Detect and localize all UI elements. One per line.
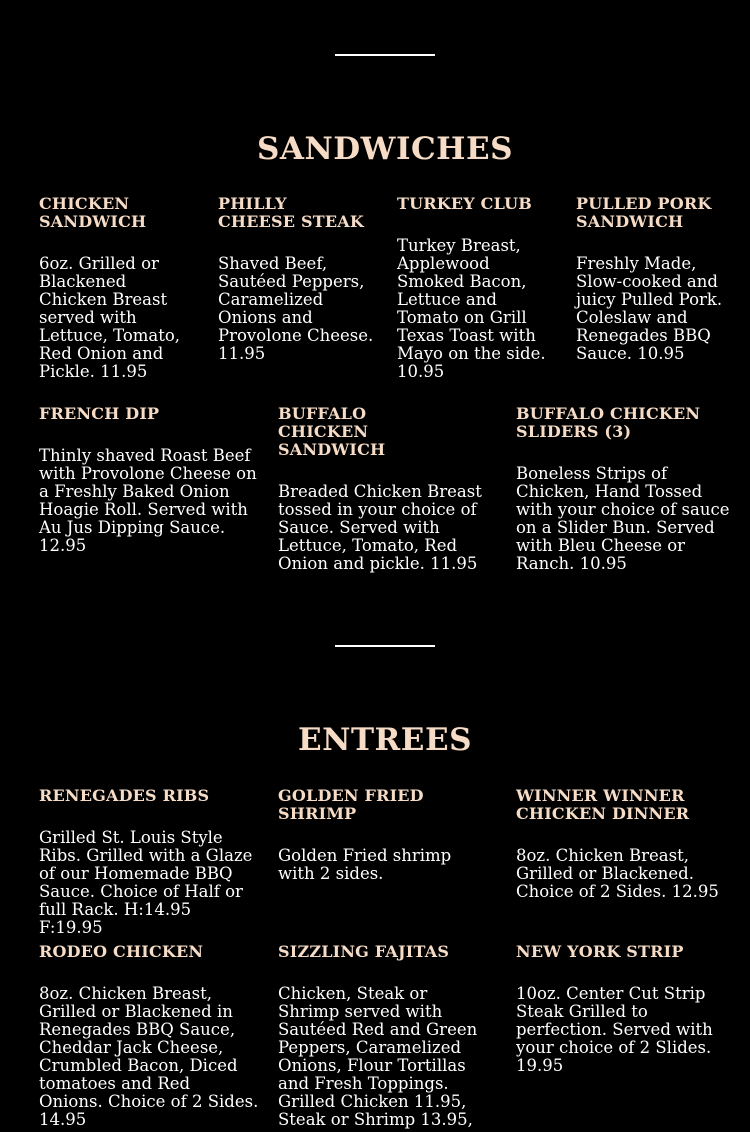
menu-item-name: PULLED PORK SANDWICH — [576, 194, 712, 231]
menu-item-description: Freshly Made, Slow-cooked and juicy Pulled Pork. Coleslaw and Renegades BBQ Sauce. 10.95 — [576, 254, 723, 363]
menu-item-description: 8oz. Chicken Breast, Grilled or Blackened in Renegades BBQ Sauce, Cheddar Jack Cheese, Crumbled Bacon, Diced tomatoes and Red Onions. Choice of 2 Sides. 14.95 — [39, 984, 259, 1129]
menu-item-description: Breaded Chicken Breast tossed in your choice of Sauce. Served with Lettuce, Tomato, Red Onion and pickle. 11.95 — [278, 482, 482, 573]
menu-item-description: Grilled St. Louis Style Ribs. Grilled with a Glaze of our Homemade BBQ Sauce. Choice of Half or full Rack. H:14.95 F:19.95 — [39, 828, 253, 937]
section-title-sandwiches: SANDWICHES — [257, 131, 513, 167]
menu-item-pulled-pork-sandwich — [576, 195, 736, 363]
menu-item-name: NEW YORK STRIP — [516, 942, 684, 961]
menu-item-sizzling-fajitas — [278, 943, 488, 1129]
menu-item-winner-chicken-dinner — [516, 787, 736, 901]
menu-item-description: 6oz. Grilled or Blackened Chicken Breast served with Lettuce, Tomato, Red Onion and Pickle. 11.95 — [39, 254, 181, 381]
menu-item-buffalo-chicken-sandwich — [278, 405, 496, 573]
menu-item-buffalo-chicken-sliders — [516, 405, 740, 573]
menu-item-description: Turkey Breast, Applewood Smoked Bacon, Lettuce and Tomato on Grill Texas Toast with Mayo on the side. 10.95 — [397, 236, 546, 381]
menu-item-rodeo-chicken — [39, 943, 259, 1129]
menu-item-name: WINNER WINNER CHICKEN DINNER — [516, 786, 690, 823]
menu-item-chicken-sandwich — [39, 195, 199, 381]
menu-item-description: Thinly shaved Roast Beef with Provolone Cheese on a Freshly Baked Onion Hoagie Roll. Served with Au Jus Dipping Sauce. 12.95 — [39, 446, 257, 555]
menu-item-golden-fried-shrimp — [278, 787, 500, 883]
menu-item-name: TURKEY CLUB — [397, 194, 533, 213]
menu-item-name: PHILLY CHEESE STEAK — [218, 194, 364, 231]
menu-item-philly-cheese-steak — [218, 195, 380, 363]
menu-item-name: RODEO CHICKEN — [39, 942, 204, 961]
menu-item-french-dip — [39, 405, 259, 555]
menu-item-name: CHICKEN SANDWICH — [39, 194, 147, 231]
menu-item-turkey-club — [397, 195, 557, 381]
section-divider — [335, 645, 435, 647]
section-divider — [335, 54, 435, 56]
menu-item-description: 8oz. Chicken Breast, Grilled or Blackened. Choice of 2 Sides. 12.95 — [516, 846, 719, 901]
menu-item-name: BUFFALO CHICKEN SANDWICH — [278, 404, 386, 459]
menu-item-description: Boneless Strips of Chicken, Hand Tossed with your choice of sauce on a Slider Bun. Served with Bleu Cheese or Ranch. 10.95 — [516, 464, 730, 573]
menu-item-name: RENEGADES RIBS — [39, 786, 210, 805]
menu-item-new-york-strip — [516, 943, 732, 1075]
menu-item-name: BUFFALO CHICKEN SLIDERS (3) — [516, 404, 701, 441]
menu-item-description: 10oz. Center Cut Strip Steak Grilled to perfection. Served with your choice of 2 Slides. 19.95 — [516, 984, 713, 1075]
menu-item-name: GOLDEN FRIED SHRIMP — [278, 786, 424, 823]
menu-item-name: FRENCH DIP — [39, 404, 160, 423]
menu-item-description: Golden Fried shrimp with 2 sides. — [278, 846, 452, 883]
menu-item-description: Shaved Beef, Sautéed Peppers, Caramelized Onions and Provolone Cheese. 11.95 — [218, 254, 374, 363]
menu-item-description: Chicken, Steak or Shrimp served with Sautéed Red and Green Peppers, Caramelized Onions, Flour Tortillas and Fresh Toppings. Grilled Chicken 11.95, Steak or Shrimp 13.95, — [278, 984, 478, 1129]
section-title-entrees: ENTREES — [298, 722, 472, 758]
menu-item-renegades-ribs — [39, 787, 259, 937]
menu-item-name: SIZZLING FAJITAS — [278, 942, 450, 961]
